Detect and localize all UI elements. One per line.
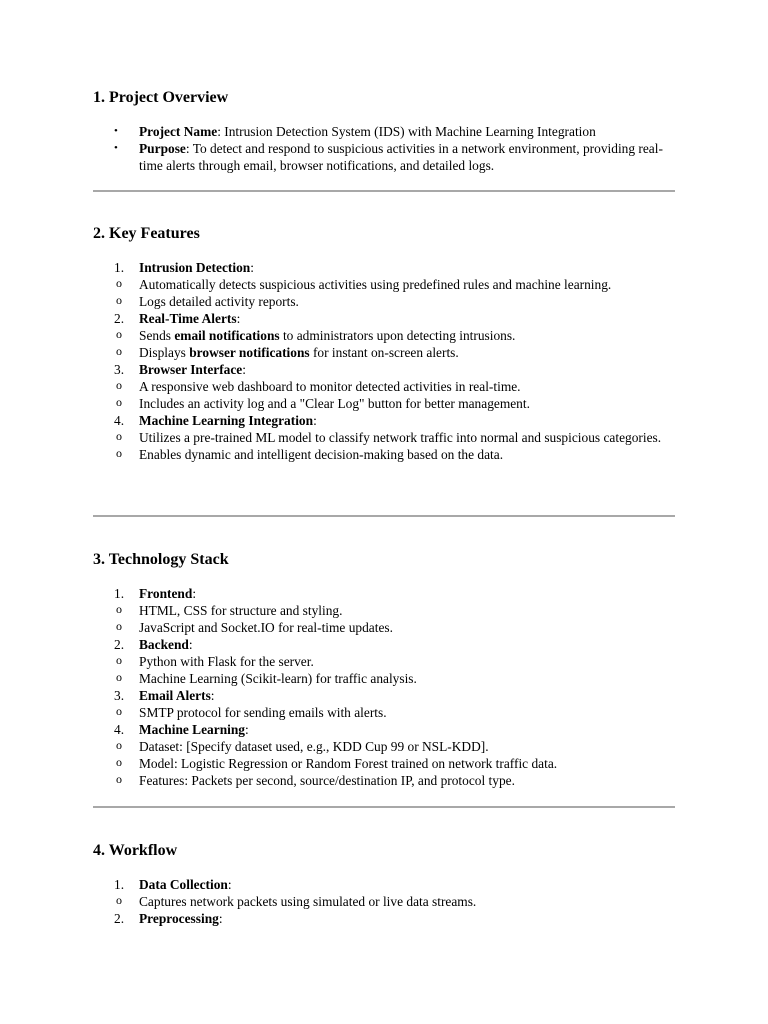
item-number: 2. — [114, 637, 125, 652]
numbered-list — [93, 259, 675, 463]
item-colon: : — [188, 637, 193, 652]
sub-bullet-icon: o — [116, 772, 122, 786]
item-number: 4. — [114, 413, 125, 428]
sub-list — [93, 429, 675, 463]
item-number: 2. — [114, 311, 125, 326]
horizontal-rule — [93, 806, 675, 808]
item-label: Frontend — [139, 586, 193, 601]
sub-bullet-icon: o — [116, 602, 122, 616]
item-colon: : — [210, 688, 215, 703]
list-item — [93, 310, 675, 361]
sub-list — [93, 704, 675, 721]
sub-item-text: SMTP protocol for sending emails with alerts. — [139, 705, 387, 720]
item-label: Intrusion Detection — [139, 260, 251, 275]
item-colon: : — [236, 311, 241, 326]
sub-item — [93, 755, 675, 772]
section-technology-stack — [93, 550, 675, 789]
sub-list — [93, 893, 675, 910]
sub-item-text: Sends — [139, 328, 175, 343]
item-colon: : — [245, 722, 249, 737]
sub-item — [93, 378, 675, 395]
item-text: : Intrusion Detection System (IDS) with Machine Learning Integration — [217, 124, 596, 139]
section-project-overview — [93, 88, 675, 174]
list-item — [93, 123, 675, 140]
item-number: 2. — [114, 911, 125, 926]
sub-item-text: A responsive web dashboard to monitor detected activities in real-time. — [139, 379, 521, 394]
list-item — [93, 361, 675, 412]
sub-item-text: Enables dynamic and intelligent decision-making based on the data. — [139, 447, 504, 462]
item-label: Machine Learning Integration — [139, 413, 314, 428]
item-label: Purpose — [139, 141, 186, 156]
sub-item-bold: browser notifications — [189, 345, 310, 360]
item-colon: : — [218, 911, 223, 926]
item-number: 1. — [114, 877, 125, 892]
item-label: Email Alerts — [139, 688, 211, 703]
numbered-list — [93, 585, 675, 789]
sub-item-text: HTML, CSS for structure and styling. — [139, 603, 343, 618]
sub-item-text: to administrators upon detecting intrusions. — [279, 328, 516, 343]
sub-bullet-icon: o — [116, 378, 122, 392]
sub-item-text: JavaScript and Socket.IO for real-time updates. — [139, 620, 393, 635]
sub-bullet-icon: o — [116, 429, 122, 443]
sub-item — [93, 344, 675, 361]
list-item — [93, 412, 675, 463]
list-item — [93, 585, 675, 636]
item-label: Preprocessing — [139, 911, 219, 926]
sub-item — [93, 327, 675, 344]
item-number: 3. — [114, 362, 125, 377]
sub-item-text: Features: Packets per second, source/destination IP, and protocol type. — [139, 773, 515, 788]
list-item — [93, 140, 675, 174]
sub-item-text: Machine Learning (Scikit-learn) for traffic analysis. — [139, 671, 417, 686]
item-number: 1. — [114, 260, 125, 275]
sub-bullet-icon: o — [116, 327, 122, 341]
sub-item-bold: email notifications — [174, 328, 280, 343]
sub-item — [93, 619, 675, 636]
sub-item-text: Includes an activity log and a "Clear Log" button for better management. — [139, 396, 530, 411]
list-item — [93, 721, 675, 789]
item-colon: : — [192, 586, 197, 601]
sub-bullet-icon: o — [116, 653, 122, 667]
sub-item-text: Displays — [139, 345, 190, 360]
item-label: Machine Learning — [139, 722, 246, 737]
sub-list — [93, 327, 675, 361]
sub-item — [93, 429, 675, 446]
sub-list — [93, 653, 675, 687]
item-label: Project Name — [139, 124, 218, 139]
sub-item-text: Automatically detects suspicious activities using predefined rules and machine learning. — [139, 277, 612, 292]
sub-item — [93, 395, 675, 412]
sub-bullet-icon: o — [116, 276, 122, 290]
list-item — [93, 636, 675, 687]
section-heading: 1. Project Overview — [93, 89, 229, 106]
item-number: 3. — [114, 688, 125, 703]
item-label: Real-Time Alerts — [139, 311, 237, 326]
numbered-list — [93, 876, 675, 927]
sub-bullet-icon: o — [116, 344, 122, 358]
sub-item — [93, 772, 675, 789]
sub-item-text: Logs detailed activity reports. — [139, 294, 299, 309]
sub-item — [93, 602, 675, 619]
sub-list — [93, 378, 675, 412]
sub-item — [93, 670, 675, 687]
item-text: : To detect and respond to suspicious activities in a network environment, providing real-time alerts through email, browser notifications, and detailed logs. — [139, 141, 663, 173]
sub-bullet-icon: o — [116, 619, 122, 633]
section-heading: 3. Technology Stack — [93, 551, 229, 568]
sub-bullet-icon: o — [116, 738, 122, 752]
section-key-features — [93, 224, 675, 463]
sub-bullet-icon: o — [116, 755, 122, 769]
sub-bullet-icon: o — [116, 893, 122, 907]
sub-item — [93, 293, 675, 310]
sub-list — [93, 276, 675, 310]
item-label: Browser Interface — [139, 362, 243, 377]
item-number: 1. — [114, 586, 125, 601]
item-number: 4. — [114, 722, 125, 737]
bullet-list — [93, 123, 675, 174]
list-item — [93, 687, 675, 721]
item-colon: : — [227, 877, 232, 892]
bullet-icon: • — [114, 142, 118, 154]
section-heading: 4. Workflow — [93, 842, 178, 859]
section-workflow — [93, 841, 675, 927]
sub-item — [93, 446, 675, 463]
item-colon: : — [242, 362, 246, 377]
item-label: Backend — [139, 637, 189, 652]
sub-item — [93, 276, 675, 293]
sub-bullet-icon: o — [116, 446, 122, 460]
bullet-icon: • — [114, 125, 118, 137]
horizontal-rule — [93, 515, 675, 517]
sub-item-text: Utilizes a pre-trained ML model to classify network traffic into normal and suspicious categories. — [139, 430, 662, 445]
sub-item — [93, 893, 675, 910]
item-colon: : — [313, 413, 317, 428]
sub-list — [93, 738, 675, 789]
sub-list — [93, 602, 675, 636]
sub-item-text: Captures network packets using simulated or live data streams. — [139, 894, 477, 909]
horizontal-rule — [93, 190, 675, 192]
sub-bullet-icon: o — [116, 395, 122, 409]
list-item — [93, 259, 675, 310]
sub-bullet-icon: o — [116, 670, 122, 684]
list-item — [93, 910, 675, 927]
item-colon: : — [250, 260, 254, 275]
sub-item — [93, 738, 675, 755]
section-heading: 2. Key Features — [93, 225, 200, 242]
sub-item-text: Python with Flask for the server. — [139, 654, 314, 669]
sub-item-text: Model: Logistic Regression or Random Forest trained on network traffic data. — [139, 756, 558, 771]
sub-bullet-icon: o — [116, 704, 122, 718]
sub-item-text: for instant on-screen alerts. — [309, 345, 459, 360]
sub-bullet-icon: o — [116, 293, 122, 307]
sub-item — [93, 653, 675, 670]
list-item — [93, 876, 675, 910]
sub-item — [93, 704, 675, 721]
sub-item-text: Dataset: [Specify dataset used, e.g., KDD Cup 99 or NSL-KDD]. — [139, 739, 489, 754]
item-label: Data Collection — [139, 877, 228, 892]
